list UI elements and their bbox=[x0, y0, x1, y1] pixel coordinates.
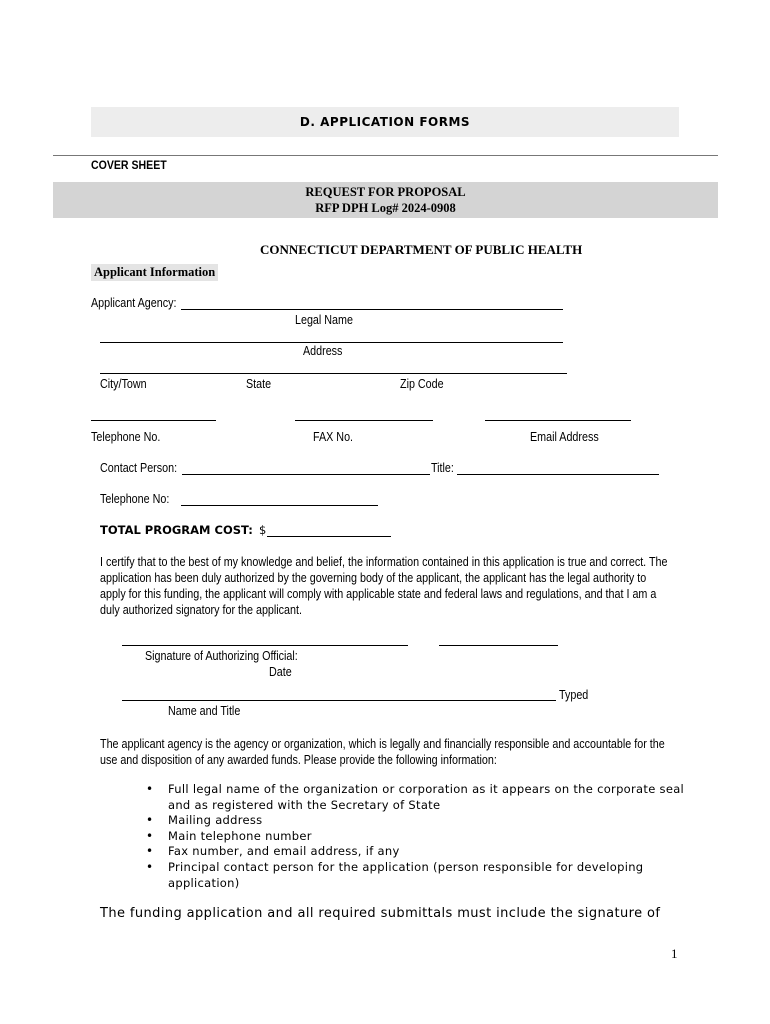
total-program-cost-label: TOTAL PROGRAM COST: bbox=[100, 523, 253, 537]
list-item: • Main telephone number bbox=[146, 829, 686, 845]
divider bbox=[53, 155, 718, 156]
list-item: • Principal contact person for the application (person responsible for developing application) bbox=[146, 860, 686, 891]
telephone-label: Telephone No. bbox=[91, 430, 161, 444]
page-number: 1 bbox=[671, 946, 678, 961]
contact-person-label: Contact Person: bbox=[100, 461, 178, 475]
address-field[interactable] bbox=[100, 342, 563, 343]
contact-person-field[interactable] bbox=[182, 474, 430, 475]
required-info-list bbox=[146, 782, 686, 891]
city-town-label: City/Town bbox=[100, 377, 147, 391]
typed-name-title-field[interactable] bbox=[122, 700, 556, 701]
section-banner bbox=[91, 107, 679, 137]
section-title: D. APPLICATION FORMS bbox=[299, 115, 471, 129]
list-item: • Mailing address bbox=[146, 813, 686, 829]
applicant-agency-label: Applicant Agency: bbox=[91, 296, 177, 310]
certification-statement: I certify that to the best of my knowledge and belief, the information contained in this application is true and correct. The application has been duly authorized by the governing body of the applicant, the applicant has the legal authority to apply for this funding, the applicant will comply with applicable state and federal laws and regulations, and that I am a duly authorized signatory for the applicant. bbox=[100, 555, 668, 617]
fax-field[interactable] bbox=[295, 420, 433, 421]
applicant-agency-description: The applicant agency is the agency or organization, which is legally and financially responsible and accountable for the use and disposition of any awarded funds. Please provide the following information: bbox=[100, 737, 665, 767]
contact-telephone-field[interactable] bbox=[181, 505, 378, 506]
list-item: • Full legal name of the organization or corporation as it appears on the corporate seal and as registered with the Secretary of State bbox=[146, 782, 686, 813]
legal-name-label: Legal Name bbox=[295, 313, 353, 327]
zip-code-label: Zip Code bbox=[400, 377, 444, 391]
applicant-info-heading: Applicant Information bbox=[91, 264, 218, 281]
total-program-cost-field[interactable] bbox=[267, 536, 391, 537]
title-label: Title: bbox=[431, 461, 454, 475]
fax-label: FAX No. bbox=[313, 430, 354, 444]
list-item: • Fax number, and email address, if any bbox=[146, 844, 686, 860]
address-label: Address bbox=[303, 344, 343, 358]
cover-sheet-label: COVER SHEET bbox=[91, 158, 167, 172]
signature-field[interactable] bbox=[122, 645, 408, 646]
applicant-agency-field[interactable] bbox=[181, 309, 563, 310]
rfp-title: REQUEST FOR PROPOSAL bbox=[305, 185, 466, 199]
city-state-zip-field[interactable] bbox=[100, 373, 567, 374]
currency-symbol: $ bbox=[259, 523, 267, 537]
contact-telephone-label: Telephone No: bbox=[100, 492, 170, 506]
name-and-title-label: Name and Title bbox=[168, 704, 241, 718]
state-label: State bbox=[246, 377, 272, 391]
typed-label: Typed bbox=[559, 688, 589, 702]
telephone-field[interactable] bbox=[91, 420, 216, 421]
signature-label: Signature of Authorizing Official: bbox=[145, 649, 298, 663]
email-label: Email Address bbox=[530, 430, 599, 444]
rfp-log-number: RFP DPH Log# 2024-0908 bbox=[315, 201, 456, 215]
department-title: CONNECTICUT DEPARTMENT OF PUBLIC HEALTH bbox=[260, 242, 583, 257]
title-field[interactable] bbox=[457, 474, 659, 475]
email-field[interactable] bbox=[485, 420, 631, 421]
date-label: Date bbox=[269, 665, 292, 679]
date-field[interactable] bbox=[439, 645, 558, 646]
rfp-banner bbox=[53, 182, 718, 218]
funding-statement: The funding application and all required submittals must include the signature of bbox=[100, 906, 661, 921]
